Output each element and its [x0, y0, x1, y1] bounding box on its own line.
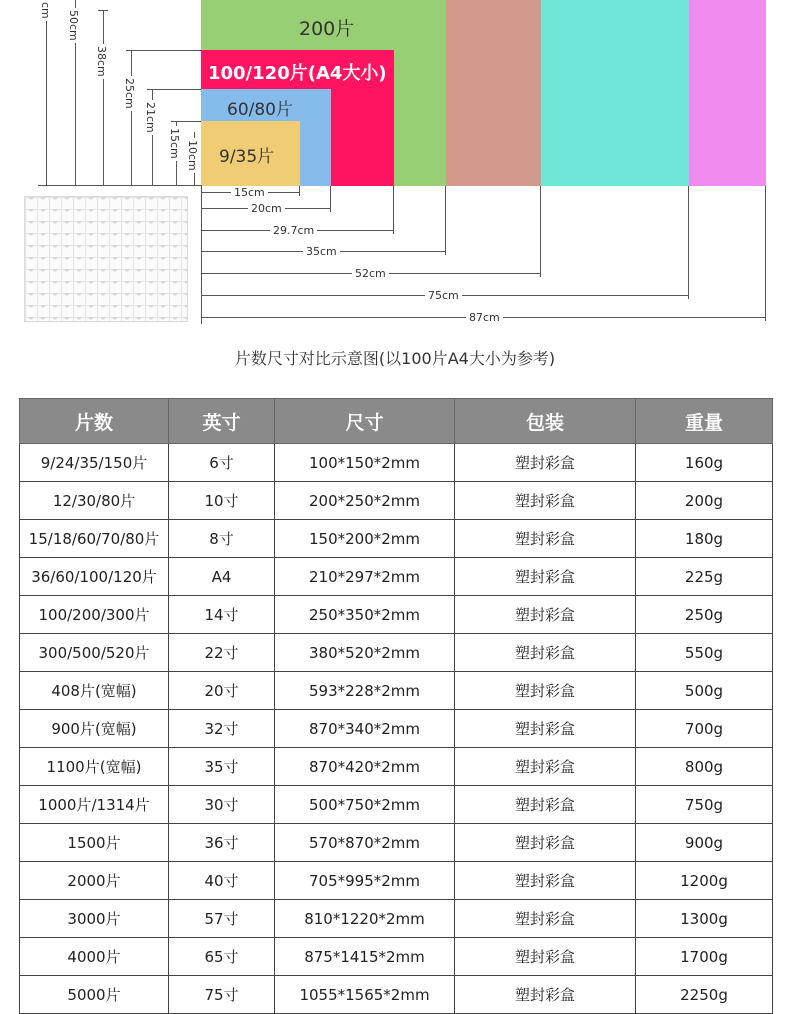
size-cell: 200*250*2mm: [275, 482, 455, 520]
inch-cell: A4: [169, 558, 275, 596]
width-label-7: 87cm: [466, 311, 503, 324]
inch-cell: 40寸: [169, 862, 275, 900]
header-pieces: 片数: [20, 399, 169, 444]
height-label-2: 50cm: [67, 10, 80, 41]
pieces-cell: 3000片: [20, 900, 169, 938]
height-label-7: 10cm: [186, 140, 199, 171]
width-ruler-origin: [201, 186, 202, 324]
pieces-cell: 100/200/300片: [20, 596, 169, 634]
weight-cell: 1200g: [636, 862, 773, 900]
size-cell: 870*420*2mm: [275, 748, 455, 786]
size-cell: 250*350*2mm: [275, 596, 455, 634]
table-row: [20, 672, 773, 710]
inch-cell: 8寸: [169, 520, 275, 558]
height-tick-4: [126, 50, 201, 51]
height-tick-6: [171, 121, 201, 122]
size-cell: 705*995*2mm: [275, 862, 455, 900]
size-cell: 1055*1565*2mm: [275, 976, 455, 1014]
pieces-cell: 5000片: [20, 976, 169, 1014]
inch-cell: 35寸: [169, 748, 275, 786]
weight-cell: 225g: [636, 558, 773, 596]
inch-cell: 6寸: [169, 444, 275, 482]
width-label-5: 52cm: [352, 267, 389, 280]
table-row: [20, 710, 773, 748]
width-label-2: 20cm: [248, 202, 285, 215]
pieces-cell: 12/30/80片: [20, 482, 169, 520]
width-label-4: 35cm: [303, 245, 340, 258]
weight-cell: 550g: [636, 634, 773, 672]
height-label-1: cm: [39, 2, 52, 19]
table-header-row: [20, 399, 773, 444]
width-ruler-7-end: [765, 186, 766, 321]
height-ruler-4: [131, 50, 132, 186]
table-row: [20, 596, 773, 634]
pieces-cell: 300/500/520片: [20, 634, 169, 672]
inch-cell: 10寸: [169, 482, 275, 520]
packaging-cell: 塑封彩盒: [455, 862, 636, 900]
packaging-cell: 塑封彩盒: [455, 444, 636, 482]
inch-cell: 57寸: [169, 900, 275, 938]
weight-cell: 180g: [636, 520, 773, 558]
header-weight: 重量: [636, 399, 773, 444]
pieces-cell: 2000片: [20, 862, 169, 900]
width-ruler-2-end: [330, 186, 331, 212]
height-tick-3: [98, 10, 108, 11]
width-label-1: 15cm: [231, 186, 268, 199]
packaging-cell: 塑封彩盒: [455, 938, 636, 976]
width-ruler-3-end: [393, 186, 394, 234]
table-row: [20, 558, 773, 596]
weight-cell: 500g: [636, 672, 773, 710]
header-packaging: 包装: [455, 399, 636, 444]
weight-cell: 700g: [636, 710, 773, 748]
table-row: [20, 862, 773, 900]
pieces-cell: 1500片: [20, 824, 169, 862]
table-row: [20, 748, 773, 786]
width-ruler-4-end: [445, 186, 446, 255]
packaging-cell: 塑封彩盒: [455, 634, 636, 672]
packaging-cell: 塑封彩盒: [455, 596, 636, 634]
rect-9-35: [201, 121, 300, 186]
rect-60-80-label: 60/80片: [227, 100, 293, 120]
width-ruler-6-end: [688, 186, 689, 299]
inch-cell: 14寸: [169, 596, 275, 634]
size-cell: 593*228*2mm: [275, 672, 455, 710]
width-ruler-5-end: [540, 186, 541, 277]
size-cell: 100*150*2mm: [275, 444, 455, 482]
height-ruler-1: [46, 0, 47, 186]
pieces-cell: 4000片: [20, 938, 169, 976]
table-row: [20, 976, 773, 1014]
size-cell: 870*340*2mm: [275, 710, 455, 748]
weight-cell: 160g: [636, 444, 773, 482]
inch-cell: 75寸: [169, 976, 275, 1014]
width-ruler-1-end: [299, 186, 300, 196]
weight-cell: 1300g: [636, 900, 773, 938]
puzzle-illustration: [24, 196, 188, 322]
packaging-cell: 塑封彩盒: [455, 824, 636, 862]
size-cell: 210*297*2mm: [275, 558, 455, 596]
weight-cell: 750g: [636, 786, 773, 824]
pieces-cell: 36/60/100/120片: [20, 558, 169, 596]
weight-cell: 800g: [636, 748, 773, 786]
packaging-cell: 塑封彩盒: [455, 710, 636, 748]
rect-200-label: 200片: [299, 18, 355, 40]
weight-cell: 900g: [636, 824, 773, 862]
height-label-5: 21cm: [144, 102, 157, 133]
table-row: [20, 520, 773, 558]
inch-cell: 20寸: [169, 672, 275, 710]
rect-75cm: [541, 0, 689, 186]
height-label-3: 38cm: [95, 46, 108, 77]
packaging-cell: 塑封彩盒: [455, 748, 636, 786]
rect-9-35-label: 9/35片: [219, 147, 275, 167]
size-cell: 875*1415*2mm: [275, 938, 455, 976]
size-cell: 810*1220*2mm: [275, 900, 455, 938]
inch-cell: 36寸: [169, 824, 275, 862]
size-cell: 570*870*2mm: [275, 824, 455, 862]
header-size: 尺寸: [275, 399, 455, 444]
width-label-3: 29.7cm: [270, 224, 317, 237]
pieces-cell: 15/18/60/70/80片: [20, 520, 169, 558]
height-ruler-3: [103, 10, 104, 186]
packaging-cell: 塑封彩盒: [455, 900, 636, 938]
table-row: [20, 824, 773, 862]
pieces-cell: 900片(宽幅): [20, 710, 169, 748]
table-row: [20, 634, 773, 672]
rect-87cm: [689, 0, 766, 186]
packaging-cell: 塑封彩盒: [455, 558, 636, 596]
header-inch: 英寸: [169, 399, 275, 444]
packaging-cell: 塑封彩盒: [455, 482, 636, 520]
weight-cell: 200g: [636, 482, 773, 520]
table-row: [20, 938, 773, 976]
size-cell: 500*750*2mm: [275, 786, 455, 824]
weight-cell: 250g: [636, 596, 773, 634]
pieces-cell: 1000片/1314片: [20, 786, 169, 824]
height-label-4: 25cm: [123, 78, 136, 109]
size-cell: 150*200*2mm: [275, 520, 455, 558]
packaging-cell: 塑封彩盒: [455, 672, 636, 710]
packaging-cell: 塑封彩盒: [455, 786, 636, 824]
rect-a4-label: 100/120片(A4大小): [208, 63, 387, 84]
inch-cell: 32寸: [169, 710, 275, 748]
packaging-cell: 塑封彩盒: [455, 976, 636, 1014]
width-label-6: 75cm: [425, 289, 462, 302]
diagram-baseline: [38, 185, 202, 186]
pieces-cell: 9/24/35/150片: [20, 444, 169, 482]
table-row: [20, 786, 773, 824]
height-tick-5: [147, 89, 201, 90]
table-row: [20, 900, 773, 938]
inch-cell: 22寸: [169, 634, 275, 672]
packaging-cell: 塑封彩盒: [455, 520, 636, 558]
size-cell: 380*520*2mm: [275, 634, 455, 672]
weight-cell: 2250g: [636, 976, 773, 1014]
table-row: [20, 482, 773, 520]
inch-cell: 65寸: [169, 938, 275, 976]
height-label-6: 15cm: [168, 128, 181, 159]
table-body: [20, 444, 773, 1014]
diagram-caption: 片数尺寸对比示意图(以100片A4大小为参考): [234, 349, 556, 368]
rect-52cm: [446, 0, 541, 186]
pieces-cell: 1100片(宽幅): [20, 748, 169, 786]
weight-cell: 1700g: [636, 938, 773, 976]
pieces-cell: 408片(宽幅): [20, 672, 169, 710]
inch-cell: 30寸: [169, 786, 275, 824]
table-row: [20, 444, 773, 482]
spec-table: [19, 398, 773, 1014]
